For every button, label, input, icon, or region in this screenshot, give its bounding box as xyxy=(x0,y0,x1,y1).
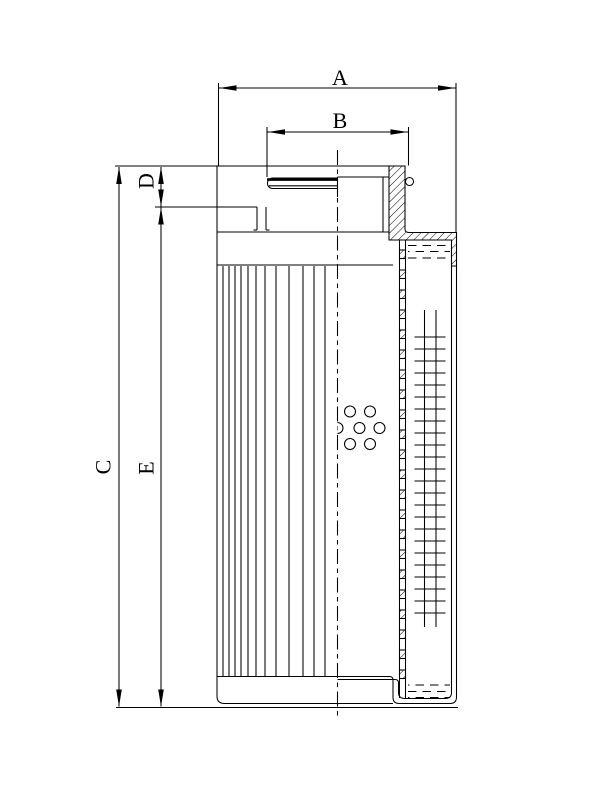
dim-label-d: D xyxy=(133,173,159,189)
dim-label-e: E xyxy=(133,461,159,475)
dim-label-c: C xyxy=(90,459,116,475)
dim-label-a: A xyxy=(332,65,348,90)
o-ring-icon xyxy=(406,178,414,186)
dim-label-b: B xyxy=(332,108,348,133)
